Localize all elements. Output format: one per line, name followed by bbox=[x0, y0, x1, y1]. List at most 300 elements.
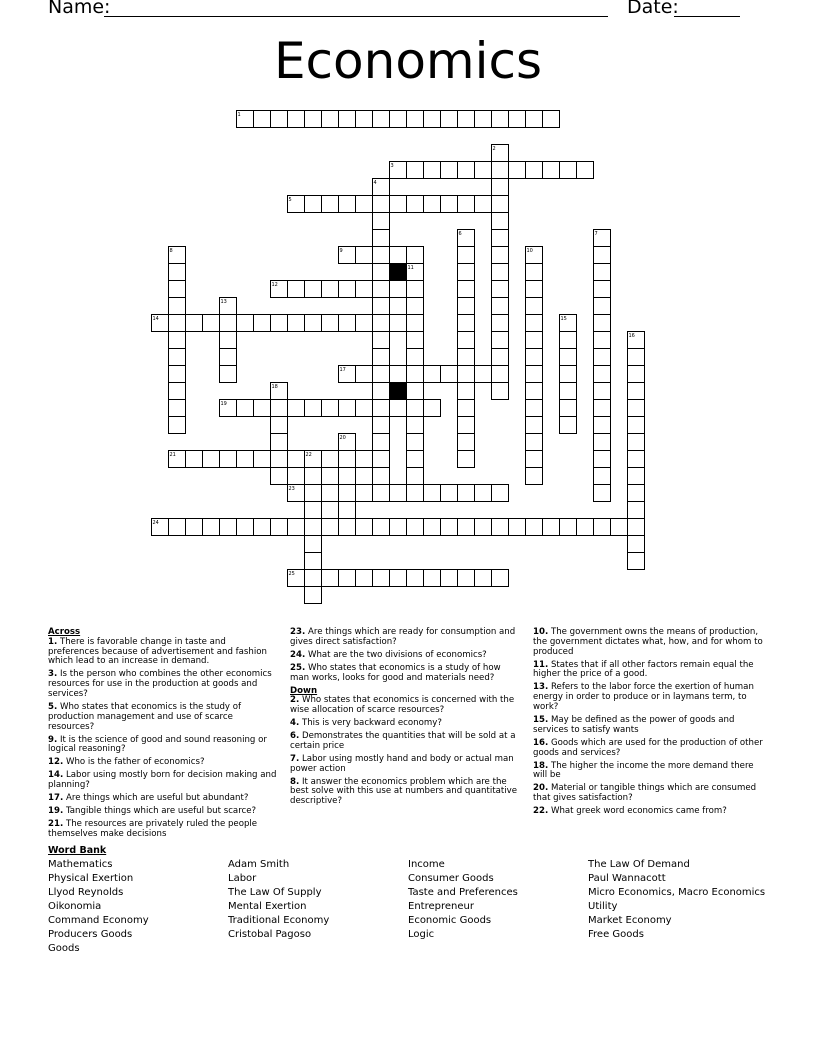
clue-number: 18 bbox=[271, 383, 278, 390]
grid-cell[interactable] bbox=[373, 298, 390, 315]
grid-cell[interactable] bbox=[526, 281, 543, 298]
grid-cell[interactable] bbox=[424, 400, 441, 417]
grid-cell[interactable] bbox=[492, 179, 509, 196]
grid-cell[interactable] bbox=[203, 451, 220, 468]
grid-cell[interactable] bbox=[424, 196, 441, 213]
grid-cell[interactable] bbox=[492, 111, 509, 128]
grid-cell[interactable] bbox=[356, 315, 373, 332]
word-bank-column bbox=[48, 858, 149, 956]
grid-cell[interactable] bbox=[458, 383, 475, 400]
grid-cell[interactable] bbox=[560, 519, 577, 536]
word-bank-item: Utility bbox=[588, 901, 618, 912]
grid-cell[interactable] bbox=[288, 281, 305, 298]
grid-cell[interactable] bbox=[339, 196, 356, 213]
clue bbox=[48, 703, 278, 732]
grid-cell[interactable] bbox=[305, 196, 322, 213]
grid-cell[interactable] bbox=[356, 519, 373, 536]
grid-cell[interactable] bbox=[458, 264, 475, 281]
word-bank-item: Adam Smith bbox=[228, 859, 290, 870]
grid-cell[interactable] bbox=[339, 502, 356, 519]
grid-cell[interactable] bbox=[271, 315, 288, 332]
grid-cell[interactable] bbox=[509, 519, 526, 536]
grid-cell[interactable] bbox=[526, 162, 543, 179]
grid-cell[interactable] bbox=[237, 315, 254, 332]
grid-cell[interactable] bbox=[390, 247, 407, 264]
grid-cell[interactable] bbox=[594, 247, 611, 264]
grid-cell[interactable] bbox=[305, 468, 322, 485]
grid-cell[interactable] bbox=[322, 281, 339, 298]
grid-cell[interactable] bbox=[254, 400, 271, 417]
grid-cell[interactable] bbox=[305, 519, 322, 536]
grid-cell[interactable] bbox=[390, 281, 407, 298]
clue bbox=[48, 807, 278, 817]
grid-cell[interactable] bbox=[407, 519, 424, 536]
clue-number: 24 bbox=[152, 519, 159, 526]
grid-cell[interactable] bbox=[492, 264, 509, 281]
grid-cell[interactable] bbox=[169, 366, 186, 383]
grid-cell[interactable] bbox=[288, 315, 305, 332]
grid-cell[interactable] bbox=[594, 383, 611, 400]
grid-cell[interactable] bbox=[339, 570, 356, 587]
grid-cell[interactable] bbox=[373, 434, 390, 451]
grid-cell[interactable] bbox=[594, 400, 611, 417]
grid-cell[interactable] bbox=[560, 383, 577, 400]
grid-cell[interactable] bbox=[169, 315, 186, 332]
grid-cell[interactable] bbox=[407, 417, 424, 434]
word-bank-item: Free Goods bbox=[588, 929, 644, 940]
word-bank-item: Goods bbox=[48, 943, 80, 954]
grid-cell[interactable] bbox=[271, 417, 288, 434]
grid-cell[interactable] bbox=[305, 400, 322, 417]
grid-cell[interactable] bbox=[475, 111, 492, 128]
grid-cell[interactable] bbox=[407, 485, 424, 502]
grid-cell[interactable] bbox=[373, 570, 390, 587]
grid-cell[interactable] bbox=[186, 519, 203, 536]
grid-cell[interactable] bbox=[169, 417, 186, 434]
clue-number-label: 23. bbox=[290, 627, 306, 637]
grid-cell[interactable] bbox=[373, 281, 390, 298]
grid-cell[interactable] bbox=[186, 315, 203, 332]
grid-cell[interactable] bbox=[458, 315, 475, 332]
grid-cell[interactable] bbox=[390, 570, 407, 587]
grid-cell[interactable] bbox=[322, 451, 339, 468]
grid-cell[interactable] bbox=[305, 587, 322, 604]
grid-cell[interactable] bbox=[492, 519, 509, 536]
grid-cell[interactable] bbox=[288, 111, 305, 128]
grid-cell[interactable] bbox=[475, 485, 492, 502]
grid-cell[interactable] bbox=[543, 162, 560, 179]
grid-cell[interactable] bbox=[492, 315, 509, 332]
clue-section-heading: Down bbox=[290, 685, 318, 696]
grid-cell[interactable] bbox=[628, 366, 645, 383]
grid-cell[interactable] bbox=[594, 281, 611, 298]
grid-cell[interactable] bbox=[458, 196, 475, 213]
clues-column-1 bbox=[48, 628, 278, 843]
grid-cell[interactable] bbox=[373, 417, 390, 434]
grid-cell[interactable] bbox=[339, 451, 356, 468]
grid-cell[interactable] bbox=[356, 247, 373, 264]
grid-cell[interactable] bbox=[441, 570, 458, 587]
grid-cell[interactable] bbox=[441, 366, 458, 383]
grid-cell[interactable] bbox=[271, 519, 288, 536]
grid-cell[interactable] bbox=[203, 315, 220, 332]
grid-cell[interactable] bbox=[407, 383, 424, 400]
grid-cell[interactable] bbox=[254, 519, 271, 536]
grid-cell[interactable] bbox=[322, 196, 339, 213]
grid-cell[interactable] bbox=[492, 196, 509, 213]
grid-cell[interactable] bbox=[339, 485, 356, 502]
grid-cell[interactable] bbox=[339, 111, 356, 128]
grid-cell[interactable] bbox=[373, 196, 390, 213]
grid-cell[interactable] bbox=[526, 434, 543, 451]
grid-cell[interactable] bbox=[424, 111, 441, 128]
grid-cell[interactable] bbox=[373, 400, 390, 417]
grid-cell[interactable] bbox=[594, 366, 611, 383]
grid-cell[interactable] bbox=[407, 400, 424, 417]
clue-text: May be defined as the power of goods and services to satisfy wants bbox=[533, 714, 735, 735]
grid-cell[interactable] bbox=[237, 451, 254, 468]
grid-cell[interactable] bbox=[560, 417, 577, 434]
grid-cell[interactable] bbox=[203, 519, 220, 536]
clue bbox=[533, 628, 765, 657]
grid-cell[interactable] bbox=[220, 315, 237, 332]
grid-cell[interactable] bbox=[322, 570, 339, 587]
clue-number: 6 bbox=[458, 230, 462, 237]
grid-cell[interactable] bbox=[526, 315, 543, 332]
grid-cell[interactable] bbox=[271, 468, 288, 485]
grid-cell[interactable] bbox=[628, 400, 645, 417]
grid-cell[interactable] bbox=[492, 485, 509, 502]
grid-cell[interactable] bbox=[492, 213, 509, 230]
grid-cell[interactable] bbox=[254, 451, 271, 468]
grid-cell[interactable] bbox=[237, 519, 254, 536]
grid-cell[interactable] bbox=[628, 553, 645, 570]
grid-cell[interactable] bbox=[560, 366, 577, 383]
grid-cell[interactable] bbox=[475, 366, 492, 383]
grid-cell[interactable] bbox=[424, 485, 441, 502]
grid-cell[interactable] bbox=[577, 519, 594, 536]
grid-cell[interactable] bbox=[594, 451, 611, 468]
grid-cell[interactable] bbox=[526, 400, 543, 417]
grid-cell[interactable] bbox=[356, 485, 373, 502]
grid-cell[interactable] bbox=[509, 162, 526, 179]
grid-cell[interactable] bbox=[458, 451, 475, 468]
word-bank-item: Income bbox=[408, 859, 445, 870]
grid-cell[interactable] bbox=[305, 502, 322, 519]
grid-cell[interactable] bbox=[492, 366, 509, 383]
grid-cell[interactable] bbox=[169, 519, 186, 536]
grid-cell[interactable] bbox=[628, 502, 645, 519]
grid-cell[interactable] bbox=[373, 485, 390, 502]
grid-cell[interactable] bbox=[594, 298, 611, 315]
grid-cell[interactable] bbox=[594, 332, 611, 349]
grid-cell[interactable] bbox=[492, 570, 509, 587]
grid-cell[interactable] bbox=[373, 366, 390, 383]
grid-cell[interactable] bbox=[169, 298, 186, 315]
clue bbox=[290, 651, 520, 661]
grid-cell[interactable] bbox=[441, 111, 458, 128]
grid-cell[interactable] bbox=[628, 451, 645, 468]
grid-cell[interactable] bbox=[611, 519, 628, 536]
grid-cell[interactable] bbox=[373, 519, 390, 536]
grid-cell[interactable] bbox=[475, 196, 492, 213]
grid-cell[interactable] bbox=[458, 366, 475, 383]
grid-cell[interactable] bbox=[594, 468, 611, 485]
grid-cell[interactable] bbox=[220, 451, 237, 468]
grid-cell[interactable] bbox=[475, 519, 492, 536]
grid-cell[interactable] bbox=[220, 366, 237, 383]
grid-cell[interactable] bbox=[594, 519, 611, 536]
grid-cell[interactable] bbox=[492, 349, 509, 366]
grid-cell[interactable] bbox=[254, 111, 271, 128]
grid-cell[interactable] bbox=[407, 315, 424, 332]
grid-cell[interactable] bbox=[169, 332, 186, 349]
grid-cell[interactable] bbox=[628, 434, 645, 451]
grid-cell[interactable] bbox=[407, 468, 424, 485]
grid-cell[interactable] bbox=[271, 451, 288, 468]
word-bank-item: Physical Exertion bbox=[48, 873, 134, 884]
grid-cell[interactable] bbox=[305, 536, 322, 553]
word-bank-item: Paul Wannacott bbox=[588, 873, 666, 884]
grid-cell[interactable] bbox=[458, 570, 475, 587]
grid-cell[interactable] bbox=[373, 383, 390, 400]
grid-cell[interactable] bbox=[509, 111, 526, 128]
grid-cell[interactable] bbox=[407, 434, 424, 451]
grid-cell[interactable] bbox=[339, 281, 356, 298]
grid-cell[interactable] bbox=[271, 434, 288, 451]
grid-cell[interactable] bbox=[594, 417, 611, 434]
grid-cell[interactable] bbox=[526, 451, 543, 468]
grid-cell[interactable] bbox=[560, 332, 577, 349]
clue-number-label: 22. bbox=[533, 806, 549, 817]
grid-cell[interactable] bbox=[526, 383, 543, 400]
grid-cell[interactable] bbox=[628, 536, 645, 553]
grid-cell[interactable] bbox=[441, 485, 458, 502]
grid-cell[interactable] bbox=[169, 281, 186, 298]
grid-cell[interactable] bbox=[288, 451, 305, 468]
grid-cell[interactable] bbox=[424, 570, 441, 587]
clue-number-label: 19. bbox=[48, 806, 64, 817]
grid-cell[interactable] bbox=[594, 349, 611, 366]
grid-cell[interactable] bbox=[458, 281, 475, 298]
grid-cell[interactable] bbox=[492, 230, 509, 247]
grid-cell[interactable] bbox=[305, 570, 322, 587]
grid-cell[interactable] bbox=[407, 196, 424, 213]
grid-cell[interactable] bbox=[407, 247, 424, 264]
grid-cell[interactable] bbox=[560, 162, 577, 179]
word-bank-item: Entrepreneur bbox=[408, 901, 474, 912]
grid-cell[interactable] bbox=[407, 298, 424, 315]
clue bbox=[290, 664, 520, 684]
grid-cell[interactable] bbox=[356, 196, 373, 213]
clue-text: What are the two divisions of economics? bbox=[307, 649, 487, 660]
grid-cell[interactable] bbox=[407, 111, 424, 128]
grid-cell[interactable] bbox=[628, 383, 645, 400]
word-bank-column bbox=[588, 858, 765, 942]
grid-cell[interactable] bbox=[458, 417, 475, 434]
clue-number: 20 bbox=[339, 434, 346, 441]
grid-cell[interactable] bbox=[373, 451, 390, 468]
grid-cell[interactable] bbox=[441, 196, 458, 213]
grid-cell[interactable] bbox=[492, 298, 509, 315]
grid-cell[interactable] bbox=[271, 111, 288, 128]
grid-cell[interactable] bbox=[322, 315, 339, 332]
grid-cell[interactable] bbox=[441, 162, 458, 179]
grid-cell[interactable] bbox=[356, 570, 373, 587]
grid-cell[interactable] bbox=[339, 315, 356, 332]
grid-cell[interactable] bbox=[526, 298, 543, 315]
grid-cell[interactable] bbox=[305, 281, 322, 298]
grid-cell[interactable] bbox=[356, 111, 373, 128]
grid-cell[interactable] bbox=[288, 400, 305, 417]
grid-cell[interactable] bbox=[594, 434, 611, 451]
grid-cell[interactable] bbox=[322, 485, 339, 502]
grid-cell[interactable] bbox=[356, 400, 373, 417]
grid-cell[interactable] bbox=[305, 111, 322, 128]
clue-number: 22 bbox=[305, 451, 312, 458]
grid-cell[interactable] bbox=[441, 519, 458, 536]
grid-cell[interactable] bbox=[492, 332, 509, 349]
grid-cell[interactable] bbox=[492, 281, 509, 298]
grid-cell[interactable] bbox=[407, 349, 424, 366]
grid-cell[interactable] bbox=[373, 468, 390, 485]
grid-cell[interactable] bbox=[390, 315, 407, 332]
grid-cell[interactable] bbox=[390, 400, 407, 417]
grid-cell[interactable] bbox=[288, 519, 305, 536]
grid-cell[interactable] bbox=[373, 111, 390, 128]
grid-cell[interactable] bbox=[169, 383, 186, 400]
grid-cell[interactable] bbox=[390, 196, 407, 213]
grid-cell[interactable] bbox=[594, 264, 611, 281]
grid-cell[interactable] bbox=[390, 519, 407, 536]
grid-cell[interactable] bbox=[628, 485, 645, 502]
grid-cell[interactable] bbox=[322, 400, 339, 417]
grid-cell[interactable] bbox=[458, 332, 475, 349]
grid-cell[interactable] bbox=[390, 485, 407, 502]
grid-cell[interactable] bbox=[254, 315, 271, 332]
grid-cell[interactable] bbox=[373, 332, 390, 349]
grid-cell[interactable] bbox=[390, 366, 407, 383]
grid-cell[interactable] bbox=[169, 349, 186, 366]
grid-cell[interactable] bbox=[373, 264, 390, 281]
grid-cell[interactable] bbox=[492, 383, 509, 400]
clue-number-label: 25. bbox=[290, 662, 306, 673]
grid-cell[interactable] bbox=[305, 553, 322, 570]
clue-text: What greek word economics came from? bbox=[550, 806, 727, 817]
grid-cell[interactable] bbox=[220, 519, 237, 536]
grid-cell[interactable] bbox=[339, 519, 356, 536]
grid-cell[interactable] bbox=[356, 281, 373, 298]
grid-cell[interactable] bbox=[526, 332, 543, 349]
grid-cell[interactable] bbox=[271, 400, 288, 417]
grid-cell[interactable] bbox=[407, 451, 424, 468]
grid-cell[interactable] bbox=[458, 298, 475, 315]
grid-cell[interactable] bbox=[526, 349, 543, 366]
grid-cell[interactable] bbox=[458, 349, 475, 366]
grid-cell[interactable] bbox=[407, 570, 424, 587]
grid-cell[interactable] bbox=[526, 366, 543, 383]
grid-cell[interactable] bbox=[526, 417, 543, 434]
grid-cell[interactable] bbox=[526, 468, 543, 485]
grid-cell[interactable] bbox=[458, 519, 475, 536]
grid-cell[interactable] bbox=[424, 519, 441, 536]
grid-cell[interactable] bbox=[492, 162, 509, 179]
grid-cell[interactable] bbox=[339, 468, 356, 485]
grid-cell[interactable] bbox=[322, 111, 339, 128]
grid-cell[interactable] bbox=[373, 230, 390, 247]
grid-cell[interactable] bbox=[458, 434, 475, 451]
grid-cell[interactable] bbox=[169, 264, 186, 281]
grid-cell[interactable] bbox=[526, 519, 543, 536]
grid-cell[interactable] bbox=[458, 485, 475, 502]
grid-cell[interactable] bbox=[356, 366, 373, 383]
clue-number-label: 1. bbox=[48, 636, 58, 647]
grid-cell[interactable] bbox=[407, 162, 424, 179]
grid-cell[interactable] bbox=[543, 519, 560, 536]
grid-cell[interactable] bbox=[628, 468, 645, 485]
grid-cell[interactable] bbox=[186, 451, 203, 468]
grid-cell[interactable] bbox=[424, 162, 441, 179]
grid-cell[interactable] bbox=[305, 485, 322, 502]
grid-cell[interactable] bbox=[458, 400, 475, 417]
grid-cell[interactable] bbox=[594, 315, 611, 332]
grid-cell[interactable] bbox=[407, 366, 424, 383]
grid-cell[interactable] bbox=[628, 417, 645, 434]
grid-cell[interactable] bbox=[475, 162, 492, 179]
grid-cell[interactable] bbox=[237, 400, 254, 417]
grid-cell[interactable] bbox=[407, 281, 424, 298]
grid-cell[interactable] bbox=[339, 400, 356, 417]
grid-cell[interactable] bbox=[628, 349, 645, 366]
grid-cell[interactable] bbox=[322, 519, 339, 536]
grid-cell[interactable] bbox=[169, 400, 186, 417]
clue-number-label: 11. bbox=[533, 659, 549, 670]
grid-cell[interactable] bbox=[220, 349, 237, 366]
clue-text: It is the science of good and sound reasoning or logical reasoning? bbox=[48, 734, 267, 755]
grid-cell[interactable] bbox=[373, 213, 390, 230]
grid-cell[interactable] bbox=[594, 485, 611, 502]
grid-cell[interactable] bbox=[390, 111, 407, 128]
clue-number-label: 3. bbox=[48, 669, 58, 680]
grid-cell[interactable] bbox=[356, 451, 373, 468]
word-bank-title: Word Bank bbox=[48, 845, 107, 856]
grid-cell[interactable] bbox=[373, 315, 390, 332]
clue-number-label: 18. bbox=[533, 760, 549, 771]
grid-cell[interactable] bbox=[373, 349, 390, 366]
grid-cell[interactable] bbox=[424, 366, 441, 383]
clue bbox=[290, 628, 520, 648]
clue-number: 11 bbox=[407, 264, 414, 271]
grid-cell[interactable] bbox=[407, 332, 424, 349]
clue-text: Goods which are used for the production of other goods and services? bbox=[533, 737, 763, 758]
grid-cell[interactable] bbox=[492, 247, 509, 264]
clue-text: Who states that economics is concerned with the wise allocation of scarce resources? bbox=[290, 695, 515, 716]
grid-cell[interactable] bbox=[560, 400, 577, 417]
grid-cell[interactable] bbox=[526, 264, 543, 281]
grid-cell[interactable] bbox=[373, 247, 390, 264]
grid-cell[interactable] bbox=[458, 247, 475, 264]
grid-cell[interactable] bbox=[526, 111, 543, 128]
grid-cell[interactable] bbox=[458, 162, 475, 179]
grid-cell[interactable] bbox=[305, 315, 322, 332]
grid-cell[interactable] bbox=[577, 162, 594, 179]
grid-cell[interactable] bbox=[543, 111, 560, 128]
grid-cell[interactable] bbox=[560, 349, 577, 366]
grid-cell[interactable] bbox=[628, 519, 645, 536]
grid-cell[interactable] bbox=[475, 570, 492, 587]
grid-cell[interactable] bbox=[458, 111, 475, 128]
grid-cell[interactable] bbox=[220, 332, 237, 349]
